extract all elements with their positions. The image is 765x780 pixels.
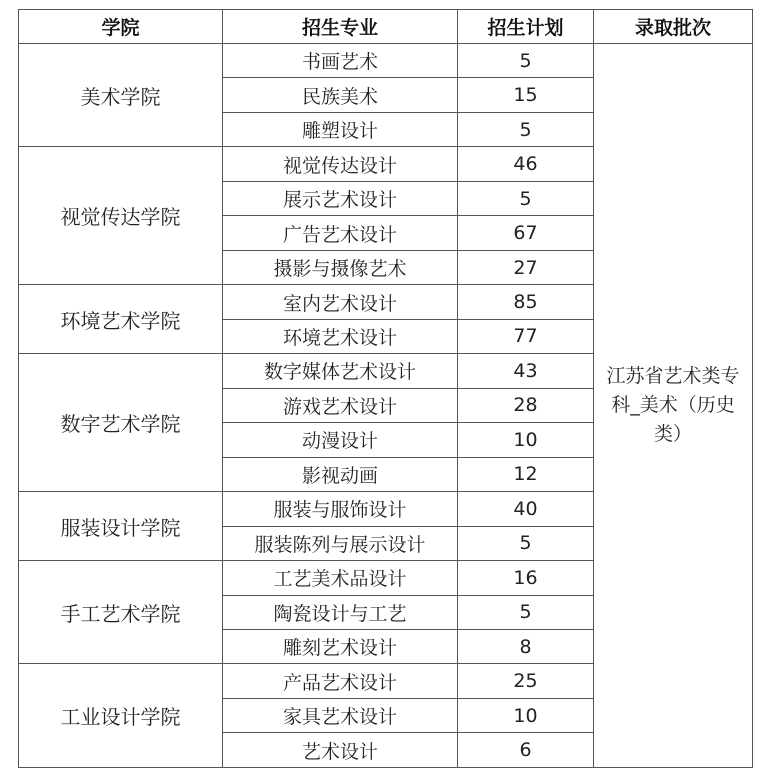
major-cell: 艺术设计 xyxy=(223,733,458,768)
batch-cell: 江苏省艺术类专科_美术（历史类） xyxy=(594,44,753,768)
major-cell: 书画艺术 xyxy=(223,44,458,78)
college-cell: 工业设计学院 xyxy=(19,664,223,768)
plan-count-cell: 85 xyxy=(458,285,594,319)
plan-count-cell: 27 xyxy=(458,250,594,284)
major-cell: 服装陈列与展示设计 xyxy=(223,526,458,560)
plan-count-cell: 10 xyxy=(458,698,594,732)
header-batch: 录取批次 xyxy=(594,10,753,44)
admission-table xyxy=(18,9,753,768)
table-header xyxy=(19,10,753,44)
plan-count-cell: 67 xyxy=(458,216,594,250)
college-cell: 环境艺术学院 xyxy=(19,285,223,354)
plan-count-cell: 28 xyxy=(458,388,594,422)
major-cell: 广告艺术设计 xyxy=(223,216,458,250)
major-cell: 视觉传达设计 xyxy=(223,147,458,181)
major-cell: 雕刻艺术设计 xyxy=(223,629,458,663)
header-plan: 招生计划 xyxy=(458,10,594,44)
college-cell: 美术学院 xyxy=(19,44,223,147)
plan-count-cell: 12 xyxy=(458,457,594,491)
major-cell: 动漫设计 xyxy=(223,423,458,457)
major-cell: 影视动画 xyxy=(223,457,458,491)
college-cell: 服装设计学院 xyxy=(19,492,223,561)
major-cell: 家具艺术设计 xyxy=(223,698,458,732)
major-cell: 产品艺术设计 xyxy=(223,664,458,698)
header-college: 学院 xyxy=(19,10,223,44)
major-cell: 雕塑设计 xyxy=(223,112,458,146)
plan-count-cell: 15 xyxy=(458,78,594,112)
plan-count-cell: 25 xyxy=(458,664,594,698)
plan-count-cell: 6 xyxy=(458,733,594,768)
plan-count-cell: 10 xyxy=(458,423,594,457)
major-cell: 游戏艺术设计 xyxy=(223,388,458,422)
major-cell: 摄影与摄像艺术 xyxy=(223,250,458,284)
plan-count-cell: 8 xyxy=(458,629,594,663)
major-cell: 展示艺术设计 xyxy=(223,181,458,215)
table-row xyxy=(19,44,753,78)
college-cell: 手工艺术学院 xyxy=(19,561,223,664)
plan-count-cell: 40 xyxy=(458,492,594,526)
college-cell: 数字艺术学院 xyxy=(19,354,223,492)
plan-count-cell: 5 xyxy=(458,181,594,215)
major-cell: 数字媒体艺术设计 xyxy=(223,354,458,388)
major-cell: 服装与服饰设计 xyxy=(223,492,458,526)
header-row xyxy=(19,10,753,44)
plan-count-cell: 77 xyxy=(458,319,594,353)
table-body xyxy=(19,44,753,768)
plan-count-cell: 5 xyxy=(458,526,594,560)
plan-count-cell: 5 xyxy=(458,44,594,78)
plan-count-cell: 5 xyxy=(458,595,594,629)
major-cell: 室内艺术设计 xyxy=(223,285,458,319)
header-major: 招生专业 xyxy=(223,10,458,44)
major-cell: 环境艺术设计 xyxy=(223,319,458,353)
major-cell: 工艺美术品设计 xyxy=(223,561,458,595)
major-cell: 民族美术 xyxy=(223,78,458,112)
college-cell: 视觉传达学院 xyxy=(19,147,223,285)
plan-count-cell: 16 xyxy=(458,561,594,595)
plan-count-cell: 5 xyxy=(458,112,594,146)
plan-count-cell: 46 xyxy=(458,147,594,181)
plan-count-cell: 43 xyxy=(458,354,594,388)
major-cell: 陶瓷设计与工艺 xyxy=(223,595,458,629)
